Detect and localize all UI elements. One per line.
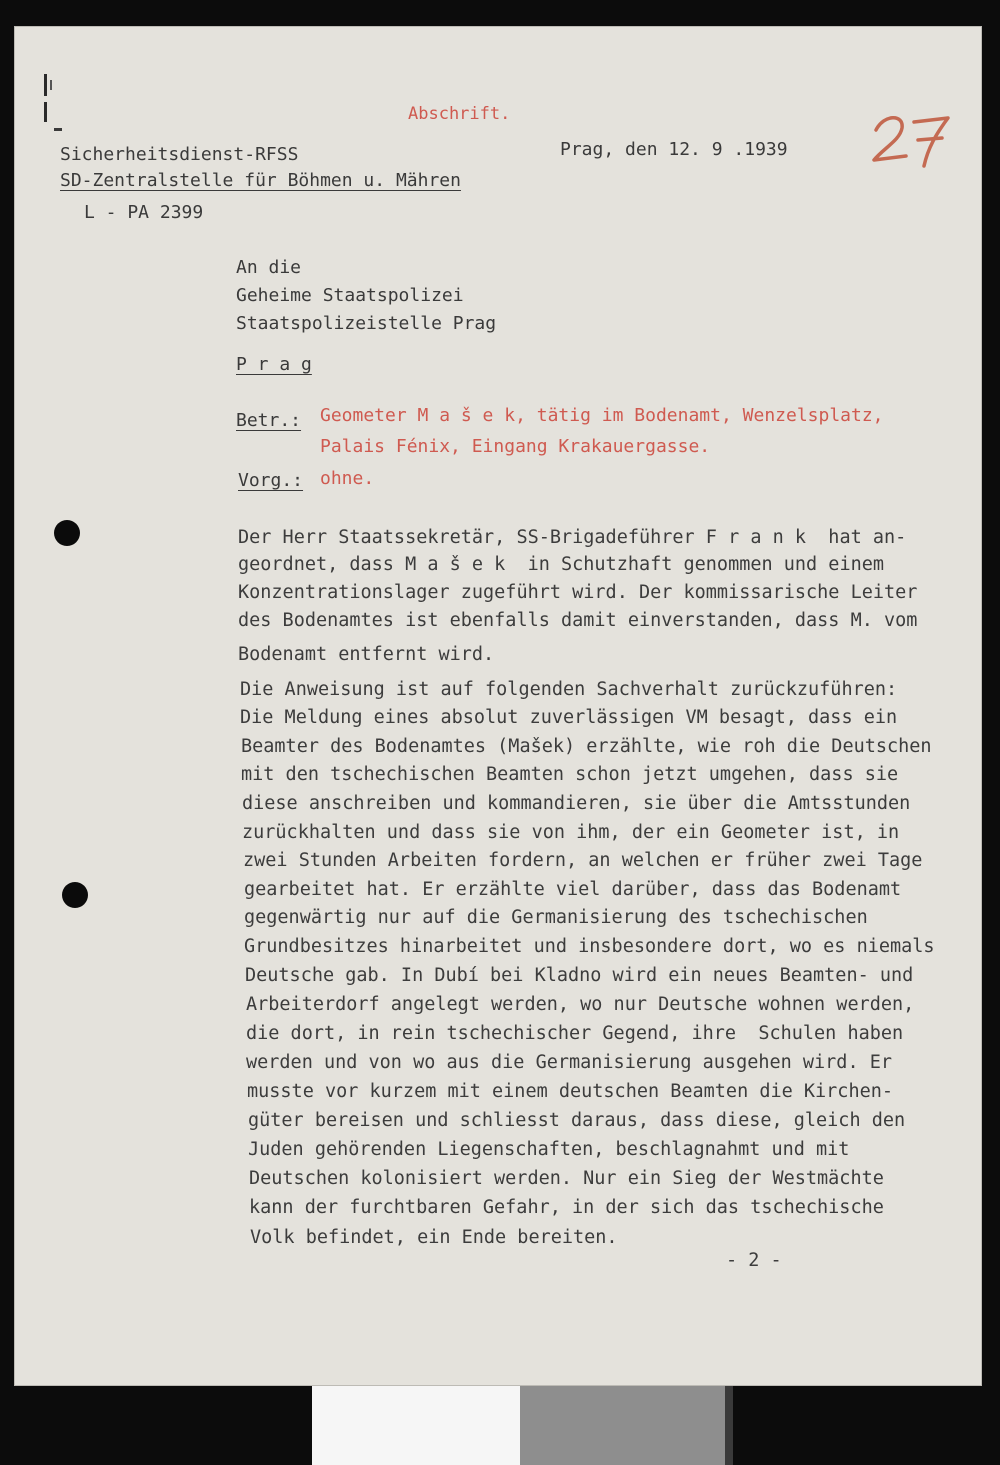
body-line: gegenwärtig nur auf die Germanisierung des tschechischen — [244, 907, 868, 928]
body-line: geordnet, dass M a š e k in Schutzhaft genommen und einem — [238, 554, 885, 575]
sender-line-2: SD-Zentralstelle für Böhmen u. Mähren — [60, 170, 461, 191]
body-line: zwei Stunden Arbeiten fordern, an welchen er früher zwei Tage — [243, 850, 923, 871]
body-line: Arbeiterdorf angelegt werden, wo nur Deutsche wohnen werden, — [246, 994, 915, 1015]
recipient-line-2: Geheime Staatspolizei — [236, 285, 464, 306]
body-line: Konzentrationslager zugeführt wird. Der kommissarische Leiter — [238, 582, 918, 603]
body-line: Der Herr Staatssekretär, SS-Brigadeführer F r a n k hat an- — [238, 527, 907, 548]
body-line: musste vor kurzem mit einem deutschen Beamten die Kirchen- — [247, 1081, 894, 1102]
punch-hole-bottom — [62, 882, 88, 908]
body-line: Deutschen kolonisiert werden. Nur ein Sieg der Westmächte — [249, 1168, 884, 1189]
body-line: die dort, in rein tschechischer Gegend, ihre Schulen haben — [246, 1023, 904, 1044]
body-line: Deutsche gab. In Dubí bei Kladno wird ein neues Beamten- und — [245, 965, 914, 986]
abschrift-label: Abschrift. — [408, 104, 511, 124]
body-line: Volk befindet, ein Ende bereiten. — [250, 1227, 618, 1248]
body-line: Die Anweisung ist auf folgenden Sachverhalt zurückzuführen: — [240, 679, 898, 700]
vorg-label: Vorg.: — [238, 470, 304, 491]
place-date: Prag, den 12. 9 .1939 — [560, 139, 788, 160]
body-line: zurückhalten und dass sie von ihm, der ein Geometer ist, in — [242, 822, 900, 843]
vorg-value: ohne. — [320, 468, 375, 489]
body-line: mit den tschechischen Beamten schon jetzt umgehen, dass sie — [241, 764, 899, 785]
recipient-city: P r a g — [236, 354, 312, 375]
body-line: Beamter des Bodenamtes (Mašek) erzählte, wie roh die Deutschen — [241, 736, 932, 757]
betr-label: Betr.: — [236, 410, 302, 431]
calibration-strip-dark — [725, 1386, 733, 1465]
calibration-strip-grey — [520, 1386, 725, 1465]
betr-line-2: Palais Fénix, Eingang Krakauergasse. — [320, 436, 711, 457]
calibration-strip-white — [312, 1386, 520, 1465]
handwritten-page-number-icon — [870, 108, 954, 170]
archive-marks-icon — [38, 70, 68, 140]
body-line: gearbeitet hat. Er erzählte viel darüber, dass das Bodenamt — [244, 879, 902, 900]
body-line: güter bereisen und schliesst daraus, dass diese, gleich den — [248, 1110, 906, 1131]
body-line: Juden gehörenden Liegenschaften, beschlagnahmt und mit — [248, 1139, 850, 1160]
body-line: diese anschreiben und kommandieren, sie über die Amtsstunden — [242, 793, 911, 814]
body-line: Bodenamt entfernt wird. — [238, 644, 495, 665]
body-line: werden und von wo aus die Germanisierung ausgehen wird. Er — [246, 1052, 893, 1073]
recipient-line-1: An die — [236, 257, 302, 278]
body-line: kann der furchtbaren Gefahr, in der sich das tschechische — [249, 1197, 884, 1218]
recipient-line-3: Staatspolizeistelle Prag — [236, 313, 497, 334]
reference-number: L - PA 2399 — [84, 202, 204, 223]
body-line: Die Meldung eines absolut zuverlässigen VM besagt, dass ein — [240, 707, 898, 728]
body-line: Grundbesitzes hinarbeitet und insbesondere dort, wo es niemals — [244, 936, 935, 957]
betr-line-1: Geometer M a š e k, tätig im Bodenamt, Wenzelsplatz, — [320, 405, 884, 426]
body-line: des Bodenamtes ist ebenfalls damit einverstanden, dass M. vom — [238, 610, 918, 631]
continuation-marker: - 2 - — [726, 1250, 782, 1271]
punch-hole-top — [54, 520, 80, 546]
sender-line-1: Sicherheitsdienst-RFSS — [60, 144, 299, 165]
